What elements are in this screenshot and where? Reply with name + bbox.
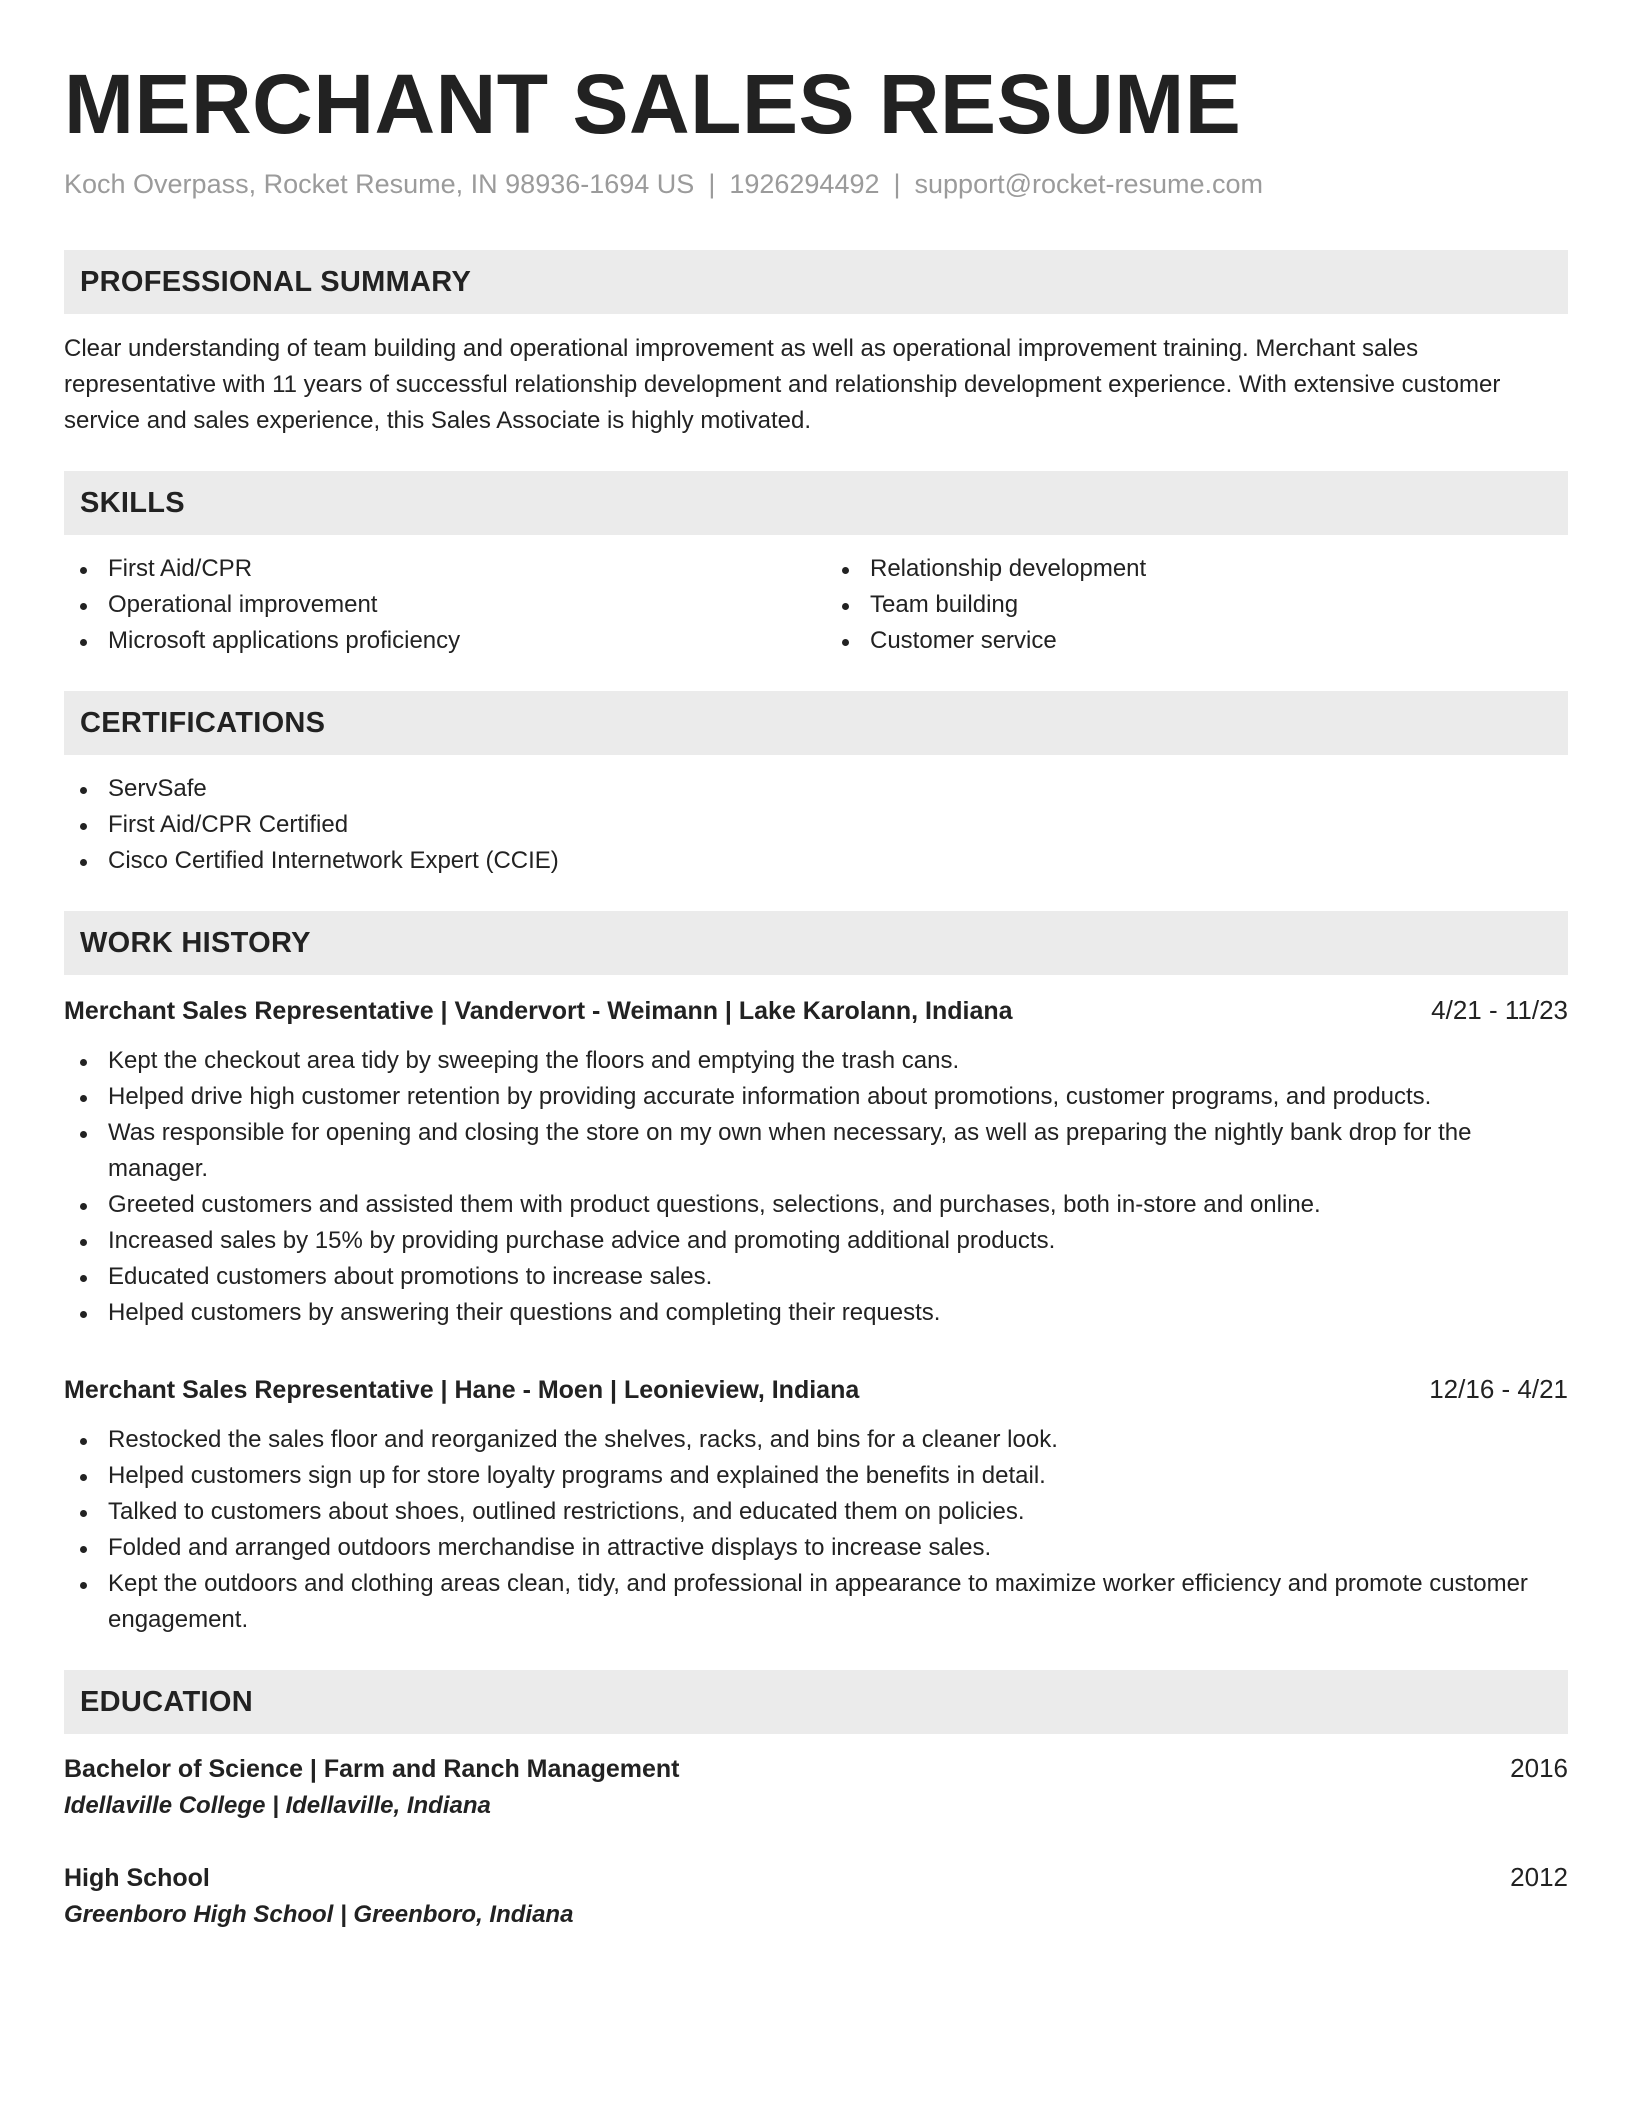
education-header [64, 1859, 1568, 1896]
certification-item: ServSafe [64, 771, 1568, 807]
job-title: Merchant Sales Representative | Vandervort - Weimann | Lake Karolann, Indiana [64, 997, 1013, 1025]
certification-item: Cisco Certified Internetwork Expert (CCIE) [64, 843, 1568, 879]
duty-item: Kept the checkout area tidy by sweeping the floors and emptying the trash cans. [64, 1043, 1568, 1079]
summary-text: Clear understanding of team building and operational improvement as well as operational improvement training. Merchant sales representative with 11 years of successful relationship development and relationship development experience. With extensive customer service and sales experience, this Sales Associate is highly motivated. [64, 335, 1501, 434]
certifications-list [64, 771, 1568, 879]
job-header [64, 992, 1568, 1029]
education-header [64, 1750, 1568, 1787]
skill-item: First Aid/CPR [64, 551, 806, 587]
job-title: Merchant Sales Representative | Hane - Moen | Leonieview, Indiana [64, 1376, 860, 1404]
job-duties [64, 1422, 1568, 1638]
duty-item: Helped customers sign up for store loyalty programs and explained the benefits in detail. [64, 1458, 1568, 1494]
job-dates: 4/21 - 11/23 [1431, 995, 1568, 1025]
resume-title: MERCHANT SALES RESUME [64, 57, 1242, 151]
education-entry [64, 1859, 1568, 1934]
skills-list [64, 551, 1568, 659]
duty-item: Helped drive high customer retention by providing accurate information about promotions, customer programs, and products. [64, 1079, 1568, 1115]
education-entry [64, 1750, 1568, 1825]
skills-column-left [64, 551, 806, 659]
contact-separator: | [893, 169, 901, 199]
duty-item: Restocked the sales floor and reorganized the shelves, racks, and bins for a cleaner look. [64, 1422, 1568, 1458]
contact-phone: 1926294492 [729, 169, 880, 199]
contact-line [64, 166, 1568, 202]
school-name: Idellaville College | Idellaville, Indiana [64, 1792, 491, 1819]
school-name: Greenboro High School | Greenboro, Indiana [64, 1901, 574, 1928]
graduation-year: 2012 [1510, 1862, 1568, 1892]
duty-item: Increased sales by 15% by providing purchase advice and promoting additional products. [64, 1223, 1568, 1259]
education-heading: EDUCATION [64, 1670, 1568, 1734]
degree-title: Bachelor of Science | Farm and Ranch Management [64, 1755, 680, 1783]
duty-item: Was responsible for opening and closing the store on my own when necessary, as well as preparing the nightly bank drop for the manager. [64, 1115, 1568, 1187]
graduation-year: 2016 [1510, 1753, 1568, 1783]
duty-item: Folded and arranged outdoors merchandise in attractive displays to increase sales. [64, 1530, 1568, 1566]
skill-item: Microsoft applications proficiency [64, 623, 806, 659]
skills-column-right [826, 551, 1568, 659]
duty-item: Kept the outdoors and clothing areas clean, tidy, and professional in appearance to maximize worker efficiency and promote customer engagement. [64, 1566, 1568, 1638]
skill-item: Relationship development [826, 551, 1568, 587]
degree-title: High School [64, 1864, 210, 1892]
skills-heading: SKILLS [64, 471, 1568, 535]
duty-item: Educated customers about promotions to increase sales. [64, 1259, 1568, 1295]
certification-item: First Aid/CPR Certified [64, 807, 1568, 843]
skill-item: Team building [826, 587, 1568, 623]
resume-page [64, 56, 1568, 1934]
duty-item: Helped customers by answering their questions and completing their requests. [64, 1295, 1568, 1331]
job-dates: 12/16 - 4/21 [1429, 1374, 1568, 1404]
job-header [64, 1371, 1568, 1408]
contact-separator: | [708, 169, 716, 199]
summary-heading: PROFESSIONAL SUMMARY [64, 250, 1568, 314]
contact-address: Koch Overpass, Rocket Resume, IN 98936-1694 US [64, 169, 695, 199]
skill-item: Operational improvement [64, 587, 806, 623]
duty-item: Greeted customers and assisted them with product questions, selections, and purchases, both in-store and online. [64, 1187, 1568, 1223]
duty-item: Talked to customers about shoes, outlined restrictions, and educated them on policies. [64, 1494, 1568, 1530]
contact-email: support@rocket-resume.com [914, 169, 1264, 199]
work-history-heading: WORK HISTORY [64, 911, 1568, 975]
certifications-heading: CERTIFICATIONS [64, 691, 1568, 755]
skill-item: Customer service [826, 623, 1568, 659]
job-duties [64, 1043, 1568, 1331]
